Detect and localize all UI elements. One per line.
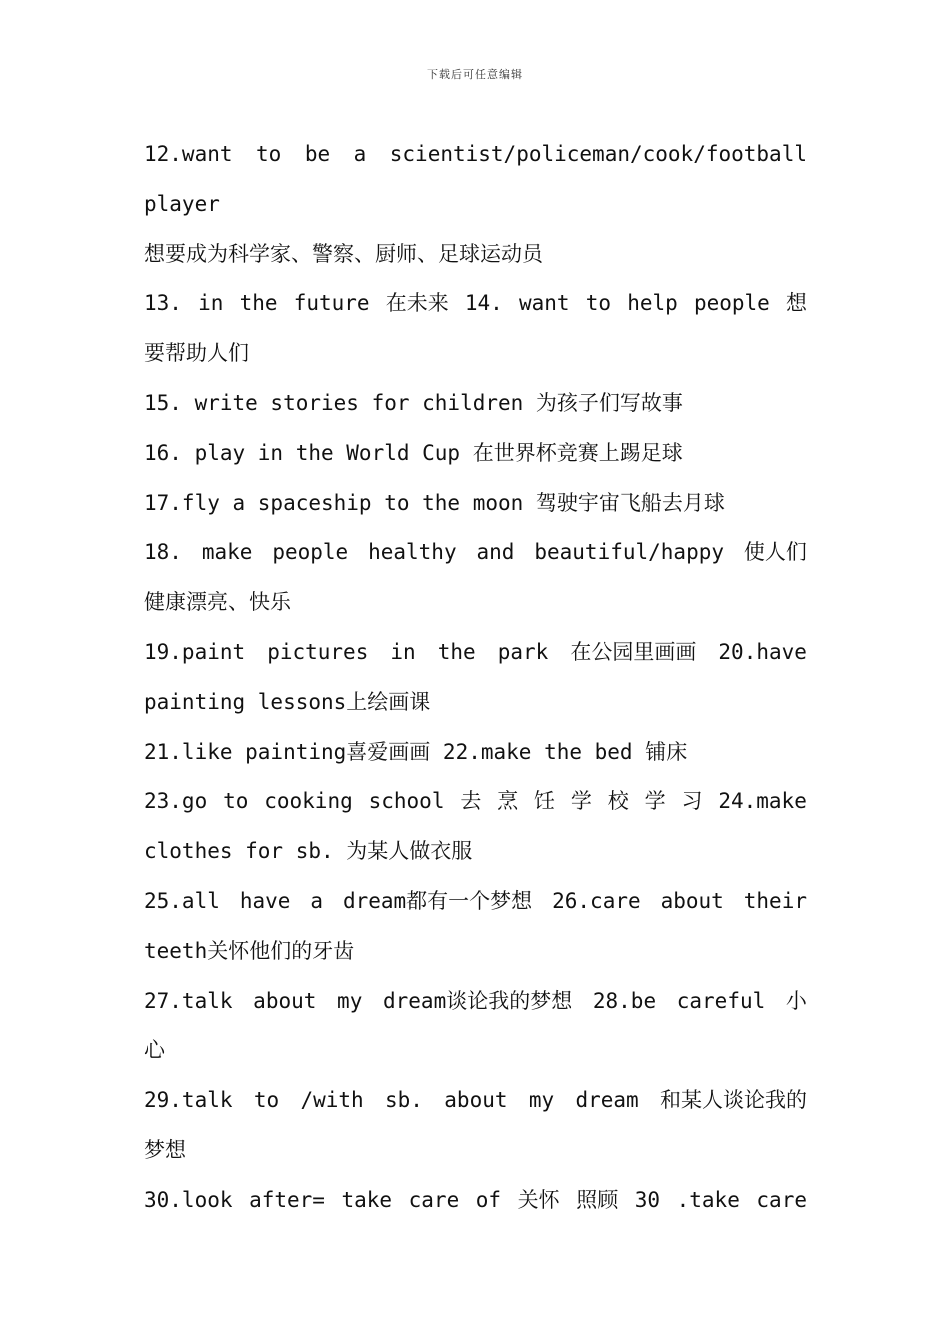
- word: 学: [570, 789, 592, 814]
- word: scientist/policeman/cook/football: [389, 142, 807, 166]
- word: 12.want: [144, 142, 233, 166]
- word: about: [253, 988, 317, 1013]
- word: beautiful/happy: [534, 540, 725, 565]
- word: 照顾: [576, 1187, 619, 1212]
- word: 想要成为科学家、警察、厨师、足球运动员: [144, 241, 543, 266]
- word: their: [743, 888, 807, 913]
- word: care: [408, 1187, 460, 1212]
- word: want: [519, 291, 570, 316]
- text-line: [144, 230, 807, 280]
- word: 30: [634, 1187, 661, 1212]
- word: 29.talk: [144, 1088, 233, 1113]
- word: 17.fly a spaceship to the moon 驾驶宇宙飞船去月球: [144, 490, 725, 515]
- text-line: [144, 279, 807, 329]
- text-line: [144, 180, 807, 230]
- text-line: [144, 528, 807, 578]
- word: 14.: [464, 291, 503, 316]
- word: 在未来: [385, 291, 449, 316]
- word: dream都有一个梦想: [342, 888, 533, 913]
- text-line: [144, 1176, 807, 1226]
- word: help: [627, 291, 678, 316]
- word: school: [368, 789, 445, 814]
- word: of: [475, 1187, 502, 1212]
- word: in: [390, 639, 416, 664]
- word: 习: [681, 789, 703, 814]
- text-line: [144, 877, 807, 927]
- word: 想: [786, 291, 807, 316]
- word: pictures: [267, 639, 369, 664]
- word: 27.talk: [144, 988, 233, 1013]
- word: to: [585, 291, 612, 316]
- text-line: [144, 1026, 807, 1076]
- word: to: [256, 142, 282, 166]
- word: take: [341, 1187, 393, 1212]
- word: 30.look: [144, 1187, 233, 1212]
- word: 21.like painting喜爱画画 22.make the bed 铺床: [144, 739, 688, 764]
- word: park: [497, 639, 549, 664]
- word: 校: [607, 789, 629, 814]
- word: the: [239, 291, 278, 316]
- text-line: [144, 429, 807, 479]
- word: 关怀: [517, 1187, 560, 1212]
- word: sb.: [385, 1088, 423, 1113]
- word: people: [693, 291, 770, 316]
- page-header: 下载后可任意编辑: [427, 68, 523, 81]
- word: about: [660, 888, 724, 913]
- word: 20.have: [718, 639, 807, 664]
- word: 15. write stories for children 为孩子们写故事: [144, 390, 683, 415]
- word: 19.paint: [144, 639, 246, 664]
- word: 小: [785, 988, 807, 1013]
- word: cooking: [264, 789, 353, 814]
- word: 26.care: [552, 888, 641, 913]
- text-line: [144, 777, 807, 827]
- word: 18.: [144, 540, 182, 565]
- word: 要帮助人们: [144, 341, 249, 366]
- text-line: [144, 678, 807, 728]
- word: teeth关怀他们的牙齿: [144, 938, 355, 963]
- text-line: [144, 130, 807, 180]
- word: future: [293, 291, 370, 316]
- text-line: [144, 628, 807, 678]
- word: 使人们: [743, 540, 807, 565]
- word: be: [304, 142, 331, 166]
- word: care: [756, 1187, 807, 1212]
- word: 13.: [144, 291, 182, 316]
- word: 和某人谈论我的: [660, 1088, 807, 1113]
- word: 饪: [534, 789, 556, 814]
- word: 梦想: [144, 1137, 186, 1162]
- word: careful: [676, 988, 766, 1013]
- word: have: [239, 888, 291, 913]
- word: dream谈论我的梦想: [383, 988, 573, 1013]
- word: 在公园里画画: [570, 639, 697, 664]
- word: 烹: [497, 789, 519, 814]
- word: to: [253, 1088, 280, 1113]
- word: 24.make: [718, 789, 807, 814]
- vocabulary-list: [144, 130, 807, 1226]
- word: dream: [575, 1088, 639, 1113]
- text-line: [144, 927, 807, 977]
- text-line: [144, 479, 807, 529]
- word: /with: [300, 1088, 364, 1113]
- word: 学: [644, 789, 666, 814]
- word: 28.be: [592, 988, 657, 1013]
- word: a: [310, 888, 323, 913]
- text-line: [144, 827, 807, 877]
- word: 23.go: [144, 789, 208, 814]
- text-line: [144, 329, 807, 379]
- text-line: [144, 1126, 807, 1176]
- text-line: [144, 379, 807, 429]
- word: the: [437, 639, 476, 664]
- word: a: [353, 142, 367, 166]
- word: about: [444, 1088, 508, 1113]
- text-line: [144, 578, 807, 628]
- word: healthy: [368, 540, 457, 565]
- word: 健康漂亮、快乐: [144, 590, 291, 615]
- word: 16. play in the World Cup 在世界杯竞赛上踢足球: [144, 440, 683, 465]
- word: in: [198, 291, 224, 316]
- text-line: [144, 1076, 807, 1126]
- word: 心: [144, 1038, 165, 1063]
- word: painting lessons上绘画课: [144, 689, 431, 714]
- text-line: [144, 977, 807, 1027]
- word: make: [201, 540, 253, 565]
- word: clothes for sb. 为某人做衣服: [144, 839, 473, 864]
- word: my: [528, 1088, 555, 1113]
- word: .take: [676, 1187, 740, 1212]
- word: people: [272, 540, 349, 565]
- word: player: [144, 191, 220, 216]
- word: after=: [249, 1187, 325, 1212]
- text-line: [144, 728, 807, 778]
- word: to: [223, 789, 249, 814]
- word: 25.all: [144, 888, 220, 913]
- word: and: [476, 540, 515, 565]
- word: 去: [460, 789, 482, 814]
- word: my: [337, 988, 363, 1013]
